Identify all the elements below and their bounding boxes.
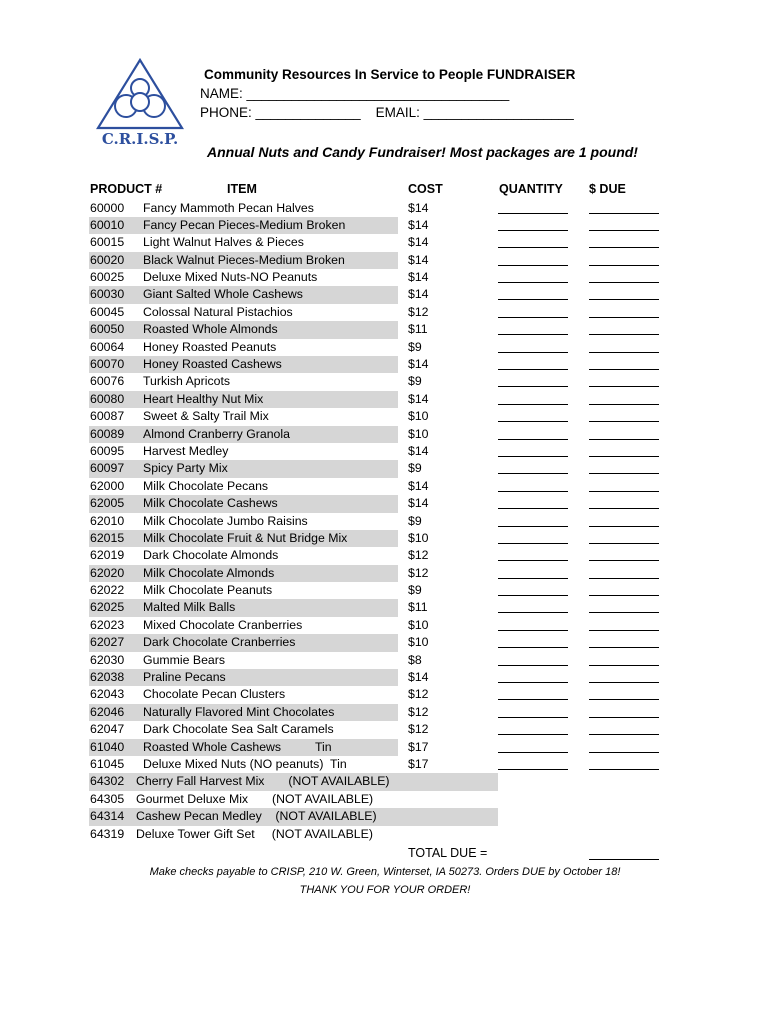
product-item: Milk Chocolate Cashews [143,496,278,511]
product-code: 60000 [90,200,125,215]
table-row [0,565,770,582]
product-code: 62027 [90,635,125,650]
table-row [0,686,770,703]
product-item: Honey Roasted Peanuts [143,339,277,354]
product-cost: $11 [408,600,428,615]
product-cost: $9 [408,374,422,389]
unavailable-row [0,773,770,790]
table-row [0,217,770,234]
product-item: Dark Chocolate Almonds [143,548,279,563]
product-item: Light Walnut Halves & Pieces [143,235,304,250]
product-cost: $9 [408,513,422,528]
product-code: 60097 [90,461,125,476]
table-row [0,304,770,321]
product-code: 60020 [90,252,125,267]
table-row [0,460,770,477]
product-cost: $10 [408,617,429,632]
product-item: Gourmet Deluxe Mix (NOT AVAILABLE) [136,791,374,806]
product-cost: $10 [408,635,429,650]
product-item: Malted Milk Balls [143,600,236,615]
logo-text: C.R.I.S.P. [101,130,179,148]
product-code: 62038 [90,670,125,685]
product-item: Almond Cranberry Granola [143,426,290,441]
product-cost: $12 [408,548,429,563]
product-code: 62046 [90,704,125,719]
phone-email-line [200,105,574,120]
product-cost: $14 [408,478,429,493]
product-cost: $8 [408,652,422,667]
product-cost: $9 [408,461,422,476]
product-item: Honey Roasted Cashews [143,357,282,372]
product-code: 60050 [90,322,125,337]
product-item: Deluxe Mixed Nuts (NO peanuts) Tin [143,757,347,771]
product-item: Sweet & Salty Trail Mix [143,409,269,424]
table-row [0,652,770,669]
product-item: Fancy Pecan Pieces-Medium Broken [143,217,346,232]
product-code: 60025 [90,270,125,285]
product-cost: $14 [408,496,429,511]
product-cost: $12 [408,687,429,702]
product-cost: $10 [408,530,429,545]
product-code: 64302 [90,774,125,789]
product-code: 64314 [90,809,125,824]
product-code: 60089 [90,426,125,441]
table-row [0,373,770,390]
table-row [0,356,770,373]
product-item: Colossal Natural Pistachios [143,304,293,319]
table-row [0,252,770,269]
product-code: 60080 [90,391,125,406]
product-item: Deluxe Mixed Nuts-NO Peanuts [143,270,318,285]
product-item: Deluxe Tower Gift Set (NOT AVAILABLE) [136,826,373,841]
product-cost: $12 [408,565,429,580]
col-item: ITEM [227,182,257,196]
unavailable-row [0,808,770,825]
product-item: Chocolate Pecan Clusters [143,687,286,702]
product-code: 62019 [90,548,125,563]
product-item: Heart Healthy Nut Mix [143,391,264,406]
unavailable-row [0,791,770,808]
product-cost: $14 [408,443,429,458]
product-cost: $17 [408,757,429,771]
subtitle: Annual Nuts and Candy Fundraiser! Most packages are 1 pound! [207,144,638,160]
product-item: Milk Chocolate Peanuts [143,583,273,598]
col-quantity: QUANTITY [499,182,563,196]
product-code: 62015 [90,530,125,545]
table-row [0,269,770,286]
product-item: Praline Pecans [143,670,226,685]
product-item: Milk Chocolate Fruit & Nut Bridge Mix [143,530,348,545]
product-cost: $12 [408,704,429,719]
table-row [0,547,770,564]
product-item: Black Walnut Pieces-Medium Broken [143,252,345,267]
page-title: Community Resources In Service to People FUNDRAISER [204,67,576,82]
table-row [0,756,770,773]
footer-thanks: THANK YOU FOR YOUR ORDER! [299,884,471,896]
table-row [0,739,770,756]
table-row [0,599,770,616]
table-row [0,234,770,251]
product-item: Naturally Flavored Mint Chocolates [143,704,335,719]
product-code: 64319 [90,826,125,841]
product-cost: $14 [408,217,429,232]
product-item: Spicy Party Mix [143,461,228,476]
product-code: 60015 [90,235,125,250]
product-cost: $14 [408,670,429,685]
product-code: 62047 [90,722,125,737]
product-cost: $12 [408,304,429,319]
name-field: NAME: ___________________________________ [200,86,510,101]
product-code: 60095 [90,443,125,458]
col-due: $ DUE [589,182,626,196]
table-row [0,200,770,217]
product-code: 60087 [90,409,125,424]
product-code: 60010 [90,217,125,232]
table-row [0,286,770,303]
product-cost: $14 [408,200,429,215]
email-field: EMAIL: ____________________ [375,105,574,120]
product-code: 60030 [90,287,125,302]
product-cost: $14 [408,391,429,406]
table-row [0,617,770,634]
table-row [0,495,770,512]
footer-payable: Make checks payable to CRISP, 210 W. Green, Winterset, IA 50273. Orders DUE by October 18! [149,866,621,878]
product-code: 60076 [90,374,125,389]
product-table [0,200,770,843]
product-cost: $14 [408,270,429,285]
table-row [0,443,770,460]
product-code: 62030 [90,652,125,667]
product-code: 61045 [90,757,125,771]
product-cost: $12 [408,722,429,737]
col-product: PRODUCT # [90,182,163,196]
product-cost: $10 [408,426,429,441]
crisp-logo [88,56,192,152]
product-code: 60045 [90,304,125,319]
product-item: Cherry Fall Harvest Mix (NOT AVAILABLE) [136,774,390,789]
product-cost: $10 [408,409,429,424]
product-code: 62000 [90,478,125,493]
product-cost: $9 [408,339,422,354]
table-row [0,339,770,356]
product-item: Dark Chocolate Sea Salt Caramels [143,722,334,737]
product-code: 64305 [90,791,125,806]
table-row [0,513,770,530]
table-row [0,704,770,721]
table-row [0,669,770,686]
unavailable-row [0,826,770,843]
product-code: 62023 [90,617,125,632]
product-item: Harvest Medley [143,443,229,458]
product-item: Roasted Whole Almonds [143,322,278,337]
product-item: Giant Salted Whole Cashews [143,287,303,302]
table-row [0,321,770,338]
product-item: Milk Chocolate Almonds [143,565,275,580]
product-code: 60070 [90,357,125,372]
phone-field: PHONE: ______________ [200,105,361,120]
product-cost: $14 [408,235,429,250]
total-label: TOTAL DUE = [408,846,488,860]
product-item: Milk Chocolate Pecans [143,478,269,493]
product-item: Mixed Chocolate Cranberries [143,617,303,632]
table-row [0,426,770,443]
product-cost: $11 [408,322,428,337]
product-item: Gummie Bears [143,652,226,667]
product-item: Fancy Mammoth Pecan Halves [143,200,314,215]
product-item: Dark Chocolate Cranberries [143,635,296,650]
table-row [0,391,770,408]
product-code: 62022 [90,583,125,598]
product-code: 62005 [90,496,125,511]
product-code: 61040 [90,739,125,754]
table-row [0,478,770,495]
product-item: Milk Chocolate Jumbo Raisins [143,513,308,528]
product-code: 62025 [90,600,125,615]
product-cost: $17 [408,739,429,754]
product-code: 60064 [90,339,125,354]
product-code: 62020 [90,565,125,580]
product-cost: $14 [408,287,429,302]
table-row [0,582,770,599]
product-cost: $9 [408,583,422,598]
total-due-blank[interactable] [589,846,659,863]
table-row [0,408,770,425]
product-item: Roasted Whole Cashews Tin [143,739,332,754]
product-cost: $14 [408,252,429,267]
product-code: 62010 [90,513,125,528]
product-cost: $14 [408,357,429,372]
product-item: Cashew Pecan Medley (NOT AVAILABLE) [136,809,377,824]
product-item: Turkish Apricots [143,374,231,389]
col-cost: COST [408,182,443,196]
product-code: 62043 [90,687,125,702]
table-row [0,530,770,547]
table-row [0,721,770,738]
table-row [0,634,770,651]
